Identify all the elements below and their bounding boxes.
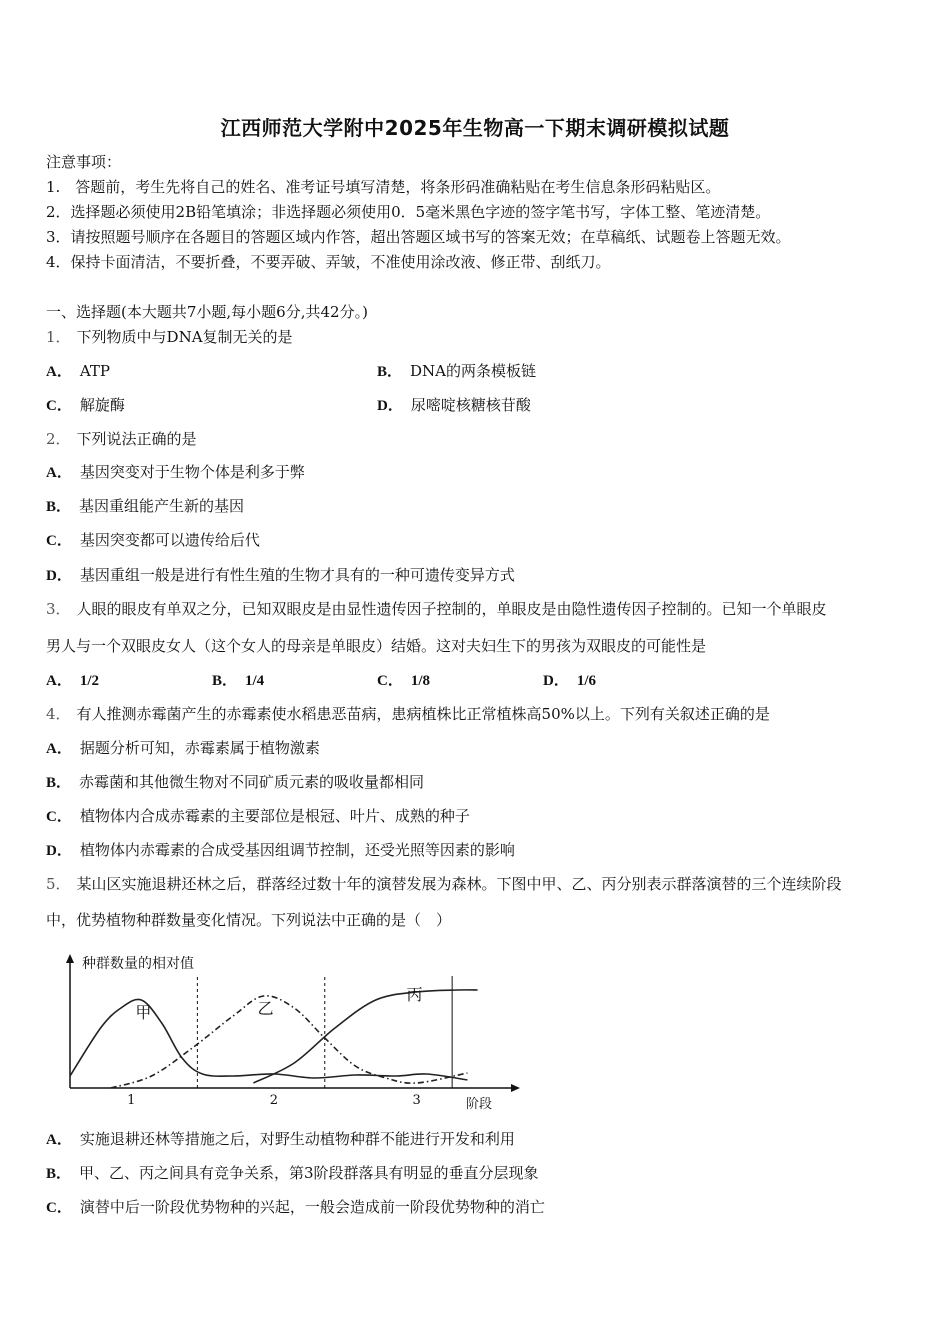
question-text: 下列说法正确的是 — [76, 430, 197, 448]
option-text: 基因突变都可以遗传给后代 — [79, 531, 260, 549]
option-text: 甲、乙、丙之间具有竞争关系，第3阶段群落具有明显的垂直分层现象 — [79, 1164, 539, 1182]
option-text: 基因突变对于生物个体是利多于弊 — [79, 463, 305, 481]
option-text: 实施退耕还林等措施之后，对野生动植物种群不能进行开发和利用 — [79, 1130, 515, 1148]
option-text: DNA的两条模板链 — [410, 362, 537, 380]
question-1-stem — [46, 327, 293, 347]
question-4-stem — [46, 704, 770, 724]
question-number: 5． — [46, 875, 71, 893]
option-text: 演替中后一阶段优势物种的兴起，一般会造成前一阶段优势物种的消亡 — [79, 1198, 545, 1216]
option-text: 1/6 — [576, 673, 597, 689]
q1-option-d: D． 尿嘧啶核糖核苷酸 — [377, 396, 531, 414]
series-label: 丙 — [406, 985, 423, 1004]
q3-option-c: C． 1/8 — [377, 673, 431, 689]
question-text: 下列物质中与DNA复制无关的是 — [76, 328, 293, 346]
q2-option-b: B． 基因重组能产生新的基因 — [46, 497, 245, 515]
q3-option-b: B． 1/4 — [212, 673, 265, 689]
x-axis-arrow — [511, 1084, 520, 1092]
q1-option-a: A． ATP — [46, 362, 110, 380]
q4-option-d: D． 植物体内赤霉素的合成受基因组调节控制，还受光照等因素的影响 — [46, 841, 515, 859]
option-text: 赤霉菌和其他微生物对不同矿质元素的吸收量都相同 — [79, 773, 425, 791]
page-title: 江西师范大学附中2025年生物高一下期末调研模拟试题 — [220, 116, 730, 140]
question-text: 有人推测赤霉菌产生的赤霉素使水稻患恶苗病，患病植株比正常植株高50%以上。下列有关叙述正确的是 — [76, 705, 770, 723]
question-5-stem-line-1 — [46, 874, 842, 894]
question-3-stem-line-2: 男人与一个双眼皮女人（这个女人的母亲是单眼皮）结婚。这对夫妇生下的男孩为双眼皮的可能性是 — [46, 637, 707, 655]
question-text: 某山区实施退耕还林之后，群落经过数十年的演替发展为森林。下图中甲、乙、丙分别表示群落演替的三个连续阶段 — [76, 875, 842, 893]
q5-option-c: C． 演替中后一阶段优势物种的兴起，一般会造成前一阶段优势物种的消亡 — [46, 1198, 545, 1216]
question-number: 4． — [46, 705, 71, 723]
q4-option-a: A． 据题分析可知，赤霉素属于植物激素 — [46, 739, 320, 757]
question-number: 3． — [46, 600, 71, 618]
q4-option-c: C． 植物体内合成赤霉素的主要部位是根冠、叶片、成熟的种子 — [46, 807, 470, 825]
question-2-stem — [46, 429, 197, 449]
option-text: 1/2 — [79, 673, 100, 689]
x-tick-label: 3 — [412, 1093, 421, 1108]
y-axis-arrow — [66, 954, 74, 963]
option-text: 1/4 — [245, 673, 265, 689]
series-label: 乙 — [257, 999, 274, 1018]
notice-item-2: 2．选择题必须使用2B铅笔填涂；非选择题必须使用0．5毫米黑色字迹的签字笔书写，字体工整、笔迹清楚。 — [46, 203, 771, 221]
option-text: ATP — [79, 362, 110, 380]
question-text: 人眼的眼皮有单双之分，已知双眼皮是由显性遗传因子控制的，单眼皮是由隐性遗传因子控制的。已知一个单眼皮 — [76, 600, 827, 618]
x-axis-label: 阶段 — [466, 1097, 493, 1112]
q5-option-b: B． 甲、乙、丙之间具有竞争关系，第3阶段群落具有明显的垂直分层现象 — [46, 1164, 539, 1182]
option-text: 尿嘧啶核糖核苷酸 — [410, 396, 531, 414]
q2-option-a: A． 基因突变对于生物个体是利多于弊 — [46, 463, 305, 481]
q2-option-d: D． 基因重组一般是进行有性生殖的生物才具有的一种可遗传变异方式 — [46, 566, 515, 584]
question-3-stem-line-1 — [46, 599, 827, 619]
q4-option-b: B． 赤霉菌和其他微生物对不同矿质元素的吸收量都相同 — [46, 773, 425, 791]
option-text: 基因重组能产生新的基因 — [79, 497, 245, 515]
option-text: 1/8 — [410, 673, 431, 689]
question-number: 2． — [46, 430, 71, 448]
notice-item-4: 4．保持卡面清洁，不要折叠，不要弄破、弄皱，不准使用涂改液、修正带、刮纸刀。 — [46, 253, 611, 271]
notice-item-1: 1. 答题前，考生先将自己的姓名、准考证号填写清楚，将条形码准确粘贴在考生信息条形码粘贴区。 — [46, 178, 721, 196]
question-5-stem-line-2: 中，优势植物种群数量变化情况。下列说法中正确的是（ ） — [46, 911, 452, 929]
q2-option-c: C． 基因突变都可以遗传给后代 — [46, 531, 260, 549]
q3-option-d: D． 1/6 — [543, 673, 597, 689]
q1-option-b: B． DNA的两条模板链 — [377, 362, 537, 380]
option-text: 解旋酶 — [79, 396, 125, 414]
option-text: 据题分析可知，赤霉素属于植物激素 — [79, 739, 320, 757]
option-text: 基因重组一般是进行有性生殖的生物才具有的一种可遗传变异方式 — [79, 566, 515, 584]
question-number: 1． — [46, 328, 71, 346]
succession-chart — [58, 948, 528, 1113]
x-tick-label: 1 — [127, 1093, 136, 1108]
x-tick-label: 2 — [269, 1093, 279, 1108]
series-label: 甲 — [135, 1003, 152, 1022]
y-axis-label: 种群数量的相对值 — [82, 956, 194, 972]
option-text: 植物体内赤霉素的合成受基因组调节控制，还受光照等因素的影响 — [79, 841, 515, 859]
q5-option-a: A． 实施退耕还林等措施之后，对野生动植物种群不能进行开发和利用 — [46, 1130, 515, 1148]
q3-option-a: A． 1/2 — [46, 673, 100, 689]
notice-heading: 注意事项： — [46, 153, 122, 171]
section-heading: 一、选择题(本大题共7小题,每小题6分,共42分。) — [46, 303, 368, 321]
notice-item-3: 3．请按照题号顺序在各题目的答题区域内作答，超出答题区域书写的答案无效；在草稿纸、试题卷上答题无效。 — [46, 228, 791, 246]
q1-option-c: C． 解旋酶 — [46, 396, 125, 414]
option-text: 植物体内合成赤霉素的主要部位是根冠、叶片、成熟的种子 — [79, 807, 470, 825]
